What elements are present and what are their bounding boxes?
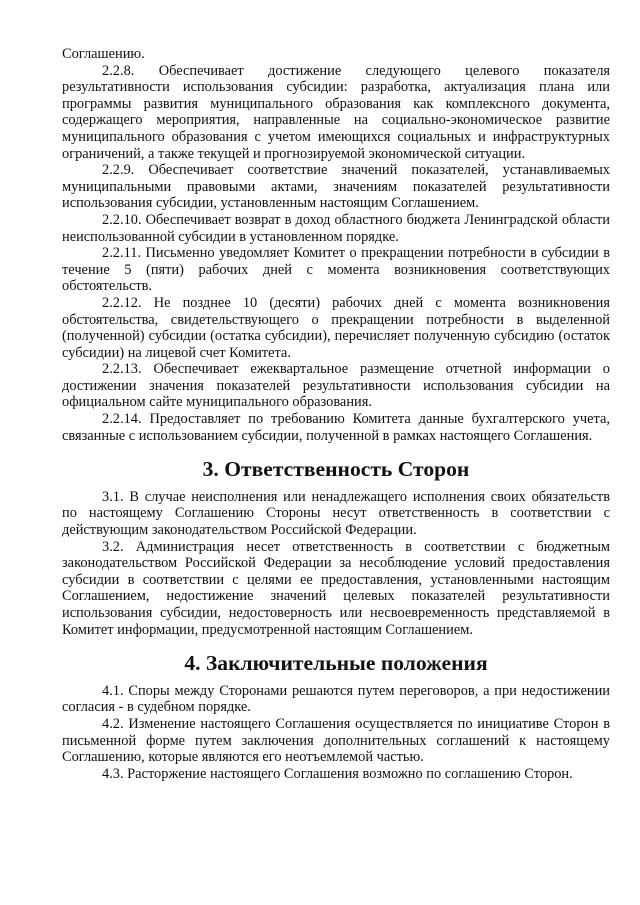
lead-in-text: Соглашению. [62,46,145,62]
clause-2-2-10: 2.2.10. Обеспечивает возврат в доход областного бюджета Ленинградской области неиспользованной субсидии в установленном порядке. [62,211,610,245]
clause-2-2-11: 2.2.11. Письменно уведомляет Комитет о прекращении потребности в субсидии в течение 5 (пяти) рабочих дней с момента возникновения соответствующих обстоятельств. [62,245,610,295]
clause-3-2: 3.2. Администрация несет ответственность в соответствии с бюджетным законодательством Российской Федерации за несоблюдение условий предоставления субсидии в соответствии с целями ее предоставления, установленными настоящим Соглашением, недостижение значений целевых показателей результативности использования субсидии, недостоверность или несвоевременность представляемой в Комитет информации, предусмотренной настоящим Соглашением. [62,538,610,638]
section-3-heading: 3. Ответственность Сторон [202,457,470,482]
clause-4-3: 4.3. Расторжение настоящего Соглашения возможно по соглашению Сторон. [102,765,573,782]
clause-3-1: 3.1. В случае неисполнения или ненадлежащего исполнения своих обязательств по настоящему Соглашению Стороны несут ответственность в соответствии с действующим законодательством Российской Федерации. [62,488,610,539]
document-page [62,46,610,782]
clause-4-1: 4.1. Споры между Сторонами решаются путем переговоров, а при недостижении согласия - в судебном порядке. [62,682,610,716]
section-4-heading: 4. Заключительные положения [184,651,488,676]
clause-2-2-9: 2.2.9. Обеспечивает соответствие значений показателей, устанавливаемых муниципальными правовыми актами, значениям показателей результативности использования субсидии, установленным настоящим Соглашением. [62,162,610,212]
clause-2-2-14: 2.2.14. Предоставляет по требованию Комитета данные бухгалтерского учета, связанные с использованием субсидии, полученной в рамках настоящего Соглашения. [62,411,610,444]
clause-2-2-13: 2.2.13. Обеспечивает ежеквартальное размещение отчетной информации о достижении значения показателей результативности использования субсидии на официальном сайте муниципального образования. [62,361,610,411]
clause-4-2: 4.2. Изменение настоящего Соглашения осуществляется по инициативе Сторон в письменной форме путем заключения дополнительных соглашений к настоящему Соглашению, которые являются его неотъемлемой частью. [62,715,610,766]
clause-2-2-12: 2.2.12. Не позднее 10 (десяти) рабочих дней с момента возникновения обстоятельства, свидетельствующего о прекращении потребности в выделенной (полученной) субсидии (остатка субсидии), перечисляет полученную субсидию (остаток субсидии) на лицевой счет Комитета. [62,294,610,361]
clause-2-2-8: 2.2.8. Обеспечивает достижение следующего целевого показателя результативности использования субсидии: разработка, актуализация плана или программы развития муниципального образования как комплексного документа, содержащего мероприятия, направленные на социально-экономическое развитие муниципального образования с учетом имеющихся социальных и инфраструктурных ограничений, а также текущей и прогнозируемой экономической ситуации. [62,62,610,162]
